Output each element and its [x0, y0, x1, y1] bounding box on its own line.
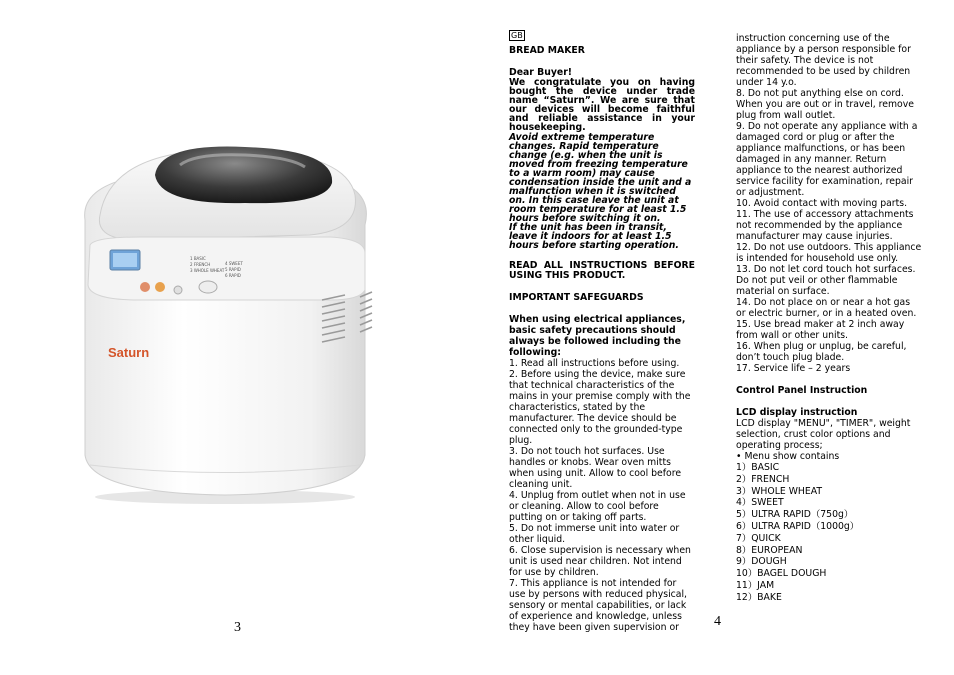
menu-item: 11）JAM — [736, 579, 775, 591]
temperature-warning: Avoid extreme temperature changes. Rapid temperature change (e.g. when the unit is moved from freezing temperature to a warm room) may cause condensation inside the unit and a malfunction when it is switched on. In this case leave the unit at room temperature for at least 1.5 hours before switching it on. If the unit has been in transit, leave it indoors for at least 1.5 hours before starting operation. — [509, 132, 692, 251]
bread-maker-photo — [60, 125, 380, 505]
menu-intro: • Menu show contains — [736, 451, 840, 462]
saturn-logo: Saturn — [108, 345, 150, 360]
svg-text:1 BASIC: 1 BASIC — [190, 256, 206, 261]
intro-text: We congratulate you on having bought the device under trade name “Saturn”. We are sure that our devices will become faithful and reliable assistance in your housekeeping. — [509, 77, 695, 133]
svg-text:4 SWEET: 4 SWEET — [225, 261, 243, 266]
right-column — [736, 33, 922, 604]
safeguard-item: 1. Read all instructions before using. — [509, 358, 680, 369]
menu-item: 6）ULTRA RAPID（1000g） — [736, 520, 860, 532]
safeguard-item: 16. When plug or unplug, be careful, don’t touch plug blade. — [736, 341, 907, 363]
lcd-heading: LCD display instruction — [736, 407, 858, 418]
greeting: Dear Buyer! — [509, 67, 573, 78]
menu-item: 4）SWEET — [736, 497, 784, 509]
safeguard-item: 7. This appliance is not intended for use by persons with reduced physical, sensory or mental capabilities, or lack of experience and knowledge, unless they have been given supervision or — [509, 578, 688, 633]
safeguard-item: 8. Do not put anything else on cord. When you are out or in travel, remove plug from wall outlet. — [736, 88, 914, 121]
safeguard-item: 4. Unplug from outlet when not in use or cleaning. Allow to cool before putting on or taking off parts. — [509, 490, 686, 523]
page-number-right: 4 — [714, 614, 721, 629]
safeguards-heading: IMPORTANT SAFEGUARDS — [509, 292, 644, 303]
control-panel-heading: Control Panel Instruction — [736, 385, 868, 396]
middle-column — [509, 30, 695, 633]
menu-item: 5）ULTRA RAPID（750g） — [736, 509, 854, 521]
continuation-text: instruction concerning use of the appliance by a person responsible for their safety. The device is not recommended to be used by children under 14 y.o. — [736, 33, 911, 88]
menu-item: 1）BASIC — [736, 462, 780, 473]
page-number-left: 3 — [234, 620, 241, 635]
safeguard-item: 2. Before using the device, make sure that technical characteristics of the mains in your premise comply with the characteristics, stated by the manufacturer. The device should be connected only to the grounded-type plug. — [509, 369, 691, 446]
svg-text:6 RAPID: 6 RAPID — [225, 273, 241, 278]
safeguard-item: 15. Use bread maker at 2 inch away from wall or other units. — [736, 319, 905, 341]
safeguard-item: 9. Do not operate any appliance with a damaged cord or plug or after the appliance malfunctions, or has been damaged in any manner. Return appliance to the nearest authorized service facility for examination, repair or adjustment. — [736, 121, 918, 198]
menu-item: 8）EUROPEAN — [736, 544, 803, 556]
menu-item: 9）DOUGH — [736, 556, 787, 568]
safeguard-item: 17. Service life – 2 years — [736, 363, 851, 374]
safeguard-item: 11. The use of accessory attachments not recommended by the appliance manufacturer may cause injuries. — [736, 209, 914, 242]
page-title: BREAD MAKER — [509, 45, 585, 56]
safeguard-item: 5. Do not immerse unit into water or other liquid. — [509, 523, 680, 545]
language-badge: GB — [511, 31, 523, 40]
safeguard-item: 10. Avoid contact with moving parts. — [736, 198, 908, 209]
menu-item: 10）BAGEL DOUGH — [736, 568, 827, 580]
precautions-lead: When using electrical appliances, basic safety precautions should always be followed including the following: — [509, 314, 686, 358]
read-instructions-notice: READ ALL INSTRUCTIONS BEFORE USING THIS PRODUCT. — [509, 260, 695, 281]
menu-item: 3）WHOLE WHEAT — [736, 485, 823, 497]
safeguard-item: 14. Do not place on or near a hot gas or electric burner, or in a heated oven. — [736, 297, 917, 319]
svg-text:2 FRENCH: 2 FRENCH — [190, 262, 211, 267]
menu-item: 2）FRENCH — [736, 473, 790, 485]
safeguard-item: 13. Do not let cord touch hot surfaces. Do not put veil or other flammable material on surface. — [736, 264, 916, 297]
safeguard-item: 3. Do not touch hot surfaces. Use handles or knobs. Wear oven mitts when using unit. Allow to cool before cleaning unit. — [509, 446, 682, 490]
lcd-text: LCD display "MENU", "TIMER", weight selection, crust color options and operating process; — [736, 418, 911, 451]
svg-text:3 WHOLE WHEAT: 3 WHOLE WHEAT — [190, 268, 225, 273]
safeguard-item: 12. Do not use outdoors. This appliance is intended for household use only. — [736, 242, 922, 264]
menu-list — [736, 462, 922, 604]
svg-text:5 RAPID: 5 RAPID — [225, 267, 241, 272]
safeguard-item: 6. Close supervision is necessary when unit is used near children. Not intend for use by children. — [509, 545, 691, 578]
menu-item: 7）QUICK — [736, 532, 781, 544]
menu-item: 12）BAKE — [736, 591, 782, 603]
